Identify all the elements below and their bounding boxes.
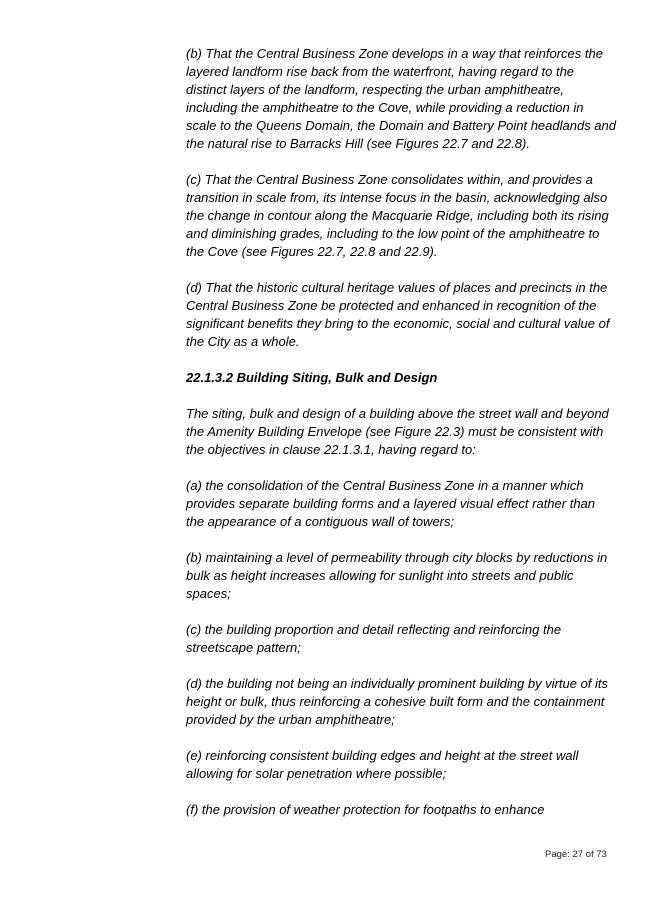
section-intro-paragraph: The siting, bulk and design of a building above the street wall and beyond the Amenity Building Envelope (see Figure 22.3) must be consistent with the objectives in clause 22.1.3.1, having regard to: [186,406,609,457]
list-item: (d) the building not being an individually prominent building by virtue of its height or bulk, thus reinforcing a cohesive built form and the containment provided by the urban amphitheatre; [186,676,609,727]
list-item: (f) the provision of weather protection for footpaths to enhance [186,802,545,817]
section-heading: 22.1.3.2 Building Siting, Bulk and Design [186,370,438,385]
document-body [186,45,616,837]
list-item: (e) reinforcing consistent building edges and height at the street wall allowing for solar penetration where possible; [186,748,579,781]
list-item: (b) maintaining a level of permeability through city blocks by reductions in bulk as height increases allowing for sunlight into streets and public spaces; [186,550,608,601]
list-item: (c) the building proportion and detail reflecting and reinforcing the streetscape pattern; [186,622,562,655]
objective-c-paragraph: (c) That the Central Business Zone consolidates within, and provides a transition in scale from, its intense focus in the basin, acknowledging also the change in contour along the Macquarie Ridge, including both its rising and diminishing grades, including to the low point of the amphitheatre to the Cove (see Figures 22.7, 22.8 and 22.9). [186,172,609,259]
objective-b-paragraph: (b) That the Central Business Zone develops in a way that reinforces the layered landform rise back from the waterfront, having regard to the distinct layers of the landform, respecting the urban amphitheatre, including the amphitheatre to the Cove, while providing a reduction in scale to the Queens Domain, the Domain and Battery Point headlands and the natural rise to Barracks Hill (see Figures 22.7 and 22.8). [186,46,616,151]
page-number: Page: 27 of 73 [545,849,607,860]
objective-d-paragraph: (d) That the historic cultural heritage values of places and precincts in the Central Business Zone be protected and enhanced in recognition of the significant benefits they bring to the economic, social and cultural value of the City as a whole. [186,280,610,349]
list-item: (a) the consolidation of the Central Business Zone in a manner which provides separate building forms and a layered visual effect rather than the appearance of a contiguous wall of towers; [186,478,596,529]
